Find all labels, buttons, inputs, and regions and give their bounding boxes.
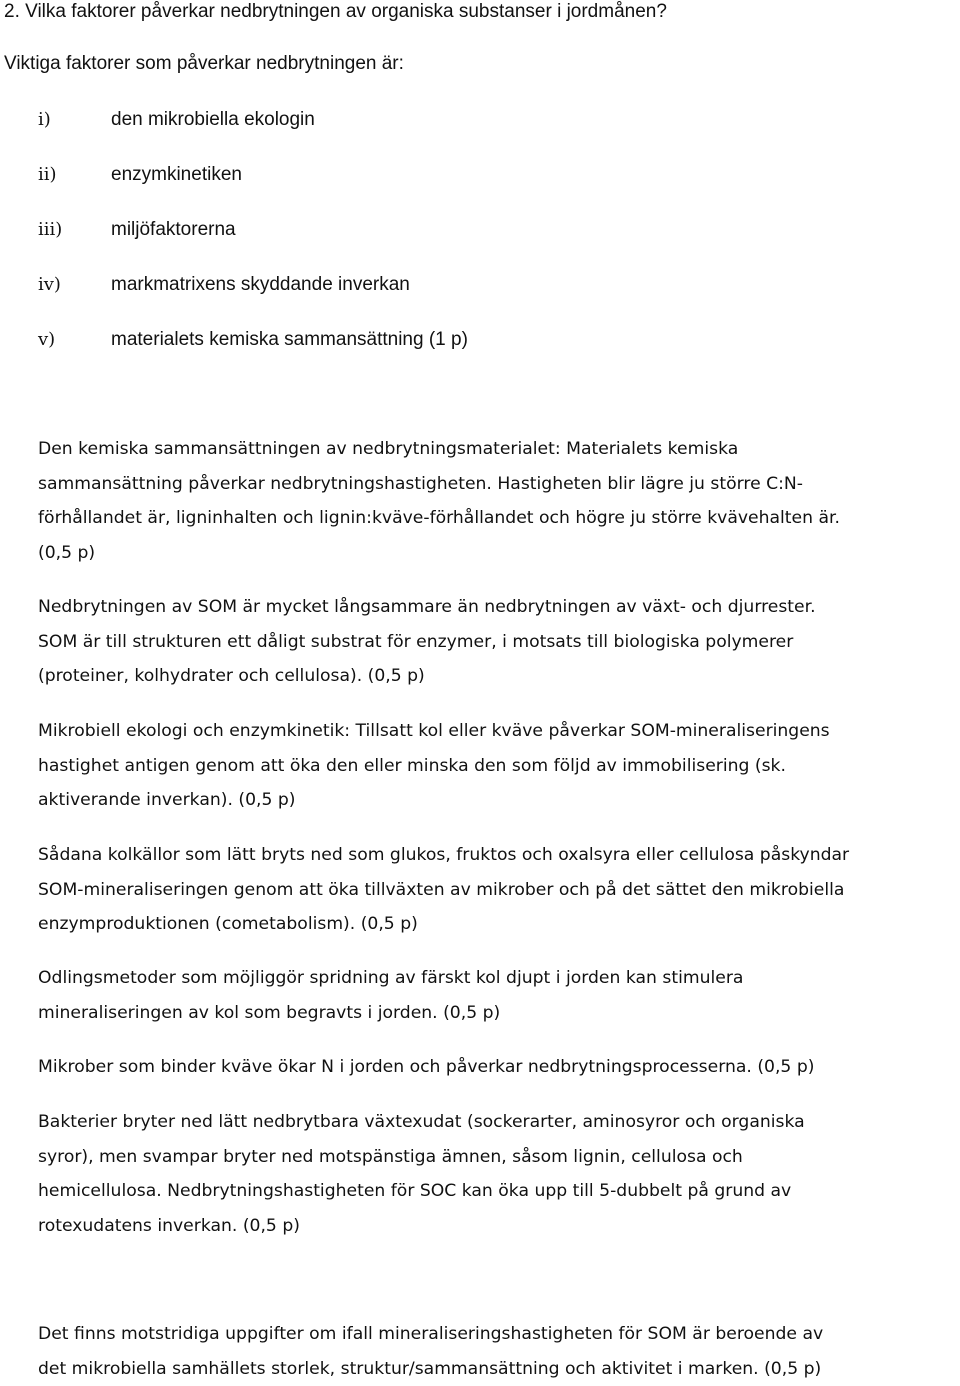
paragraph-line: mineraliseringen av kol som begravts i jorden. (0,5 p) — [38, 996, 953, 1031]
paragraph-line: sammansättning påverkar nedbrytningshastigheten. Hastigheten blir lägre ju större C:N- — [38, 467, 953, 502]
factor-number: iv) — [38, 273, 61, 297]
paragraph-line: förhållandet är, ligninhalten och lignin:kväve-förhållandet och högre ju större kvävehalten är. — [38, 501, 953, 536]
paragraph-line: enzymproduktionen (cometabolism). (0,5 p) — [38, 907, 953, 942]
paragraph-bacteria-fungi — [38, 1105, 953, 1243]
factor-number: ii) — [38, 163, 57, 187]
factor-text: markmatrixens skyddande inverkan — [111, 273, 410, 297]
factor-text: enzymkinetiken — [111, 163, 242, 187]
paragraph-nitrogen-fixers — [38, 1050, 953, 1085]
paragraph-line: Det finns motstridiga uppgifter om ifall mineraliseringshastigheten för SOM är beroende av — [38, 1317, 953, 1352]
factor-text: materialets kemiska sammansättning (1 p) — [111, 328, 468, 352]
paragraph-line: Den kemiska sammansättningen av nedbrytningsmaterialet: Materialets kemiska — [38, 432, 953, 467]
factor-number: i) — [38, 108, 51, 132]
paragraph-carbon-sources — [38, 838, 953, 942]
paragraph-line: Nedbrytningen av SOM är mycket långsammare än nedbrytningen av växt- och djurrester. — [38, 590, 953, 625]
paragraph-line: aktiverande inverkan). (0,5 p) — [38, 783, 953, 818]
paragraph-line: hemicellulosa. Nedbrytningshastigheten för SOC kan öka upp till 5-dubbelt på grund av — [38, 1174, 953, 1209]
paragraph-line: rotexudatens inverkan. (0,5 p) — [38, 1209, 953, 1244]
factor-text: miljöfaktorerna — [111, 218, 236, 242]
paragraph-chemical-composition — [38, 432, 953, 570]
paragraph-line: det mikrobiella samhällets storlek, struktur/sammansättning och aktivitet i marken. (0,5 p) — [38, 1352, 953, 1386]
paragraph-line: (proteiner, kolhydrater och cellulosa). (0,5 p) — [38, 659, 953, 694]
paragraph-line: Odlingsmetoder som möjliggör spridning av färskt kol djupt i jorden kan stimulera — [38, 961, 953, 996]
factor-number: v) — [38, 328, 55, 352]
paragraph-line: (0,5 p) — [38, 536, 953, 571]
paragraph-line: Bakterier bryter ned lätt nedbrytbara växtexudat (sockerarter, aminosyror och organiska — [38, 1105, 953, 1140]
paragraph-line: Mikrober som binder kväve ökar N i jorden och påverkar nedbrytningsprocesserna. (0,5 p) — [38, 1050, 953, 1085]
paragraph-line: SOM-mineraliseringen genom att öka tillväxten av mikrober och på det sättet den mikrobiella — [38, 873, 953, 908]
paragraph-conflicting-data — [38, 1317, 953, 1386]
paragraph-line: SOM är till strukturen ett dåligt substrat för enzymer, i motsats till biologiska polymerer — [38, 625, 953, 660]
paragraph-microbial-ecology — [38, 714, 953, 818]
factor-text: den mikrobiella ekologin — [111, 108, 315, 132]
paragraph-line: Mikrobiell ekologi och enzymkinetik: Tillsatt kol eller kväve påverkar SOM-mineraliseringens — [38, 714, 953, 749]
paragraph-som-decomposition — [38, 590, 953, 694]
question-heading: 2. Vilka faktorer påverkar nedbrytningen av organiska substanser i jordmånen? — [4, 0, 667, 24]
paragraph-line: hastighet antigen genom att öka den eller minska den som följd av immobilisering (sk. — [38, 749, 953, 784]
factor-number: iii) — [38, 218, 62, 242]
paragraph-line: syror), men svampar bryter ned motspänstiga ämnen, såsom lignin, cellulosa och — [38, 1140, 953, 1175]
intro-text: Viktiga faktorer som påverkar nedbrytningen är: — [4, 52, 404, 76]
paragraph-line: Sådana kolkällor som lätt bryts ned som glukos, fruktos och oxalsyra eller cellulosa påskyndar — [38, 838, 953, 873]
paragraph-cultivation-methods — [38, 961, 953, 1030]
